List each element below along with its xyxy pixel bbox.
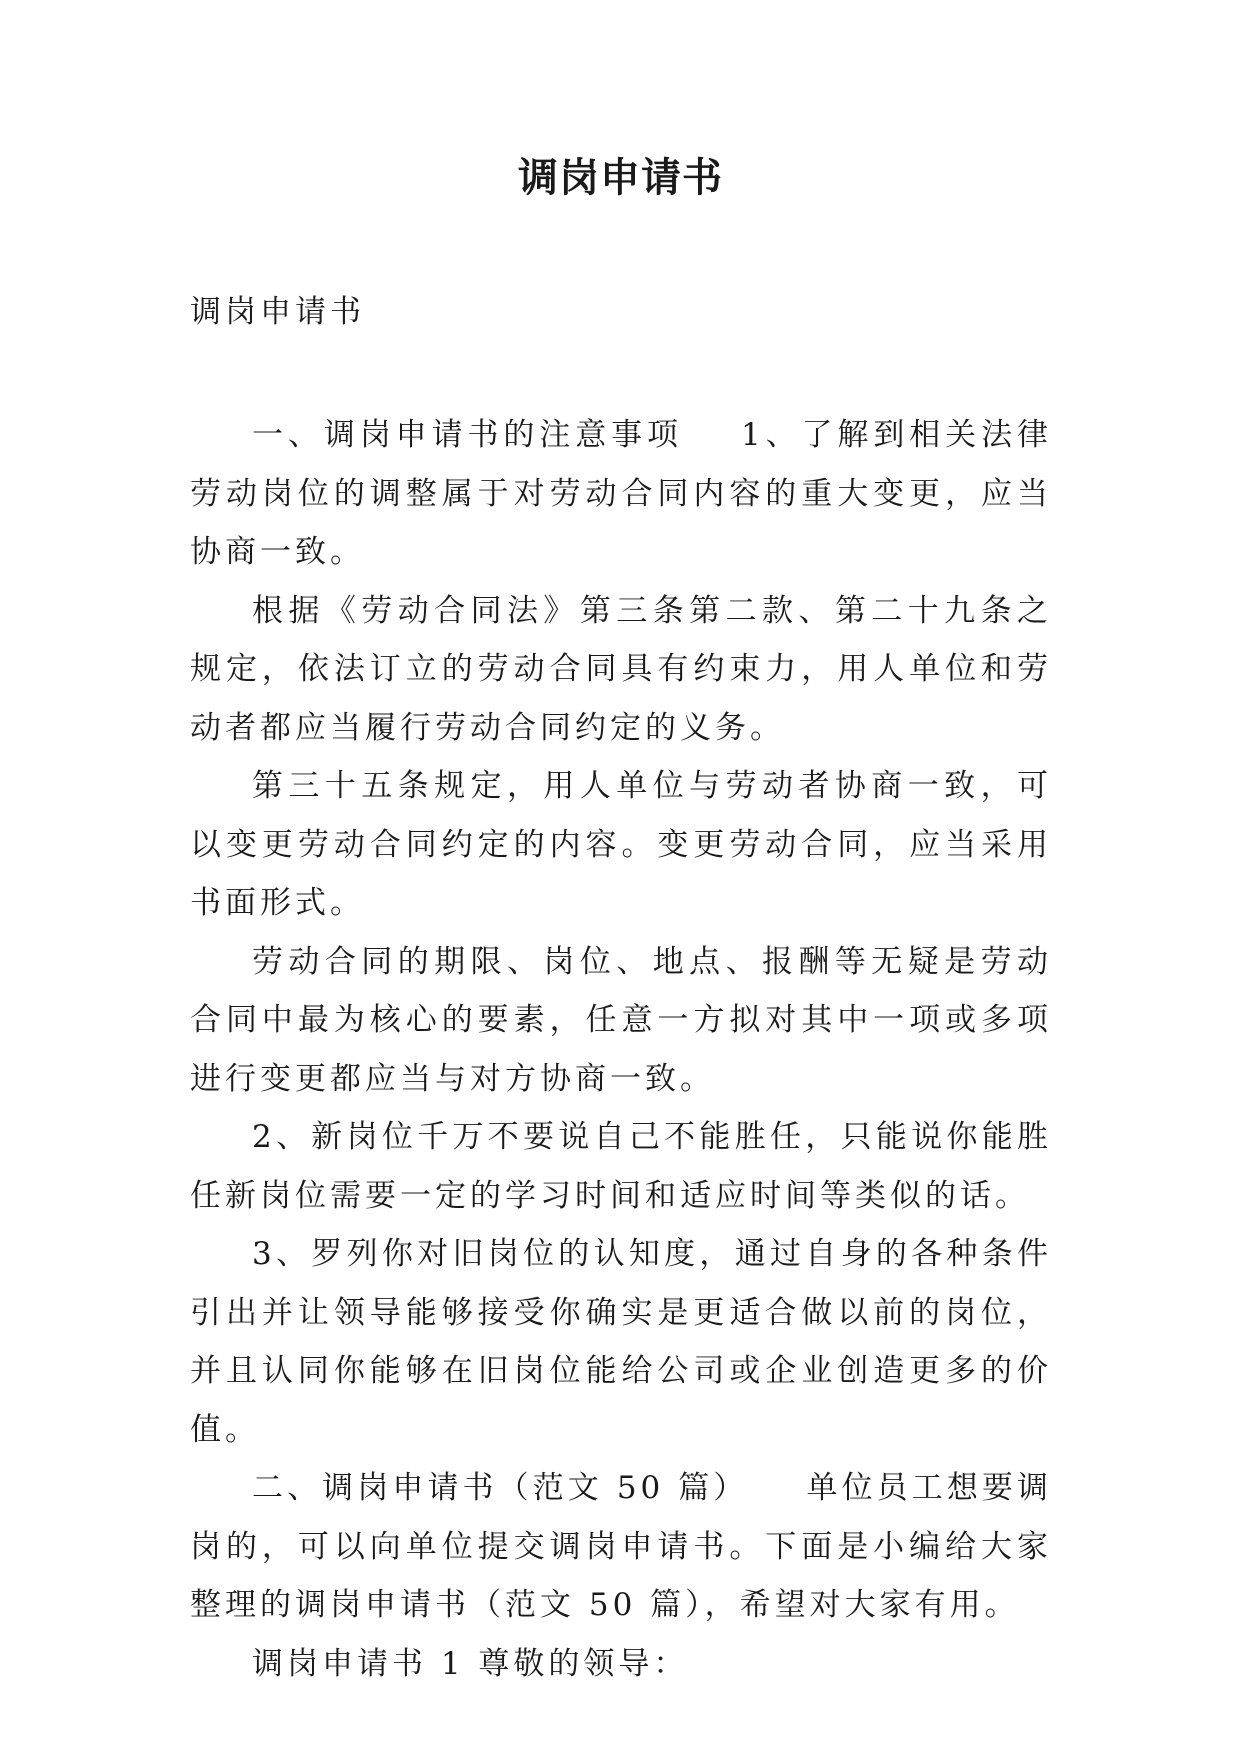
document-subtitle: 调岗申请书 xyxy=(190,294,365,330)
paragraph-text: 1、了解到相关法律劳动岗位的调整属于对劳动合同内容的重大变更，应当协商一致。 xyxy=(190,417,1052,570)
paragraph: 劳动合同的期限、岗位、地点、报酬等无疑是劳动合同中最为核心的要素，任意一方拟对其中一项或多项进行变更都应当与对方协商一致。 xyxy=(190,943,1052,1097)
paragraph xyxy=(190,1459,1052,1635)
paragraph: 3、罗列你对旧岗位的认知度，通过自身的各种条件引出并让领导能够接受你确实是更适合做以前的岗位，并且认同你能够在旧岗位能给公司或企业创造更多的价值。 xyxy=(190,1236,1052,1448)
document-body xyxy=(190,406,1052,1693)
paragraph: 根据《劳动合同法》第三条第二款、第二十九条之规定，依法订立的劳动合同具有约束力，用人单位和劳动者都应当履行劳动合同约定的义务。 xyxy=(190,592,1052,746)
paragraph xyxy=(190,406,1052,582)
section-heading: 一、调岗申请书的注意事项 xyxy=(252,417,683,453)
document-title: 调岗申请书 xyxy=(518,155,723,201)
paragraph: 调岗申请书 1 尊敬的领导： xyxy=(252,1645,689,1682)
section-heading: 二、调岗申请书（范文 50 篇） xyxy=(252,1470,749,1506)
paragraph-text: 单位员工想要调岗的，可以向单位提交调岗申请书。下面是小编给大家整理的调岗申请书（范文 50 篇），希望对大家有用。 xyxy=(190,1470,1053,1623)
paragraph: 第三十五条规定，用人单位与劳动者协商一致，可以变更劳动合同约定的内容。变更劳动合同，应当采用书面形式。 xyxy=(190,768,1052,921)
paragraph: 2、新岗位千万不要说自己不能胜任，只能说你能胜任新岗位需要一定的学习时间和适应时间等类似的话。 xyxy=(190,1119,1052,1214)
